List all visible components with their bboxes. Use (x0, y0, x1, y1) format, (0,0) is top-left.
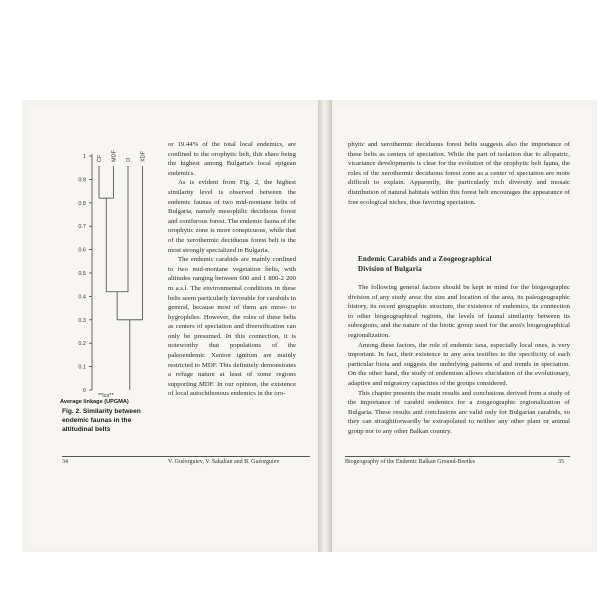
y-tick-label: 0.6 (78, 247, 86, 254)
y-tick-label: 0.5 (78, 271, 86, 277)
section-heading-line-1: Endemic Carabids and a Zoogeographical (358, 255, 492, 263)
leaf-label-cf: CF (97, 154, 103, 162)
right-paragraph-3: Among these factors, the role of endemic taxa, especially local ones, is very important. In fact, their existence in any area testifies to the specificity of each particular biota and suggests the underlying patterns of and trends in speciation. On the other hand, the study of endemism allows elucidation of the evolutionary, adaptive and migratory capacities of the groups considered. (348, 341, 570, 387)
section-heading (358, 254, 558, 274)
x-axis-label: Average linkage (UPGMA) (60, 399, 129, 405)
y-tick-label: 0.7 (78, 224, 86, 231)
y-tick-label: 0.3 (78, 317, 86, 324)
right-paragraph-1: phytic and xerothermic deciduous forest belts suggests also the importance of these belts as centers of speciation. While the part of isolation due to allopatric, vicariance developments is clear for the evolution of the orophytic belt fauna, the roles of the xerothermic deciduous forest zone as a center of speciation are more difficult to explain. Apparently, the particularly rich diversity and mosaic distribution of natural habitats within this forest belt encourages the appearance of free ecological niches, thus favoring speciation. (348, 141, 570, 206)
left-paragraph-1: or 19.44% of the total local endemics, are confined to the orophytic belt, this share being the highest among Bulgaria's local epigean endemics. (168, 141, 296, 177)
left-paragraph-3: The endemic carabids are mainly confined to two mid-montane vegetation belts, with altitudes ranging between 600 and 1 800-2 200 m a.s.l. The environmental conditions in these belts seem particularly favorable for carabids in general, because most of them are meso- to hygrophiles. However, the roles of these belts as centers of speciation and diversification can only be presumed. In this connection, it is noteworthy that populations of the paleoendemic Xenion ignitum are mainly restricted to MDF. This definitely demonstrates a refuge nature at least of some regions supporting MDF. In our opinion, the existence of local autochthonous endemics in the oro- (168, 256, 296, 398)
left-paragraph-2: As is evident from Fig. 2, the highest similarity level is observed between the endemic faunas of two mid-montane belts of Bulgaria, namely mesophilic deciduous forest and coniferous forest. The endemic fauna of the orophytic zone is more conspicuous, while that of the xerothermic deciduous forest belt is the most strongly specialized in Bulgaria. (168, 179, 297, 254)
leaf-label-o: O (126, 157, 132, 162)
right-text-bottom (348, 283, 570, 437)
right-footer-rule (345, 456, 570, 457)
left-running-footer: V. Guéorguiev, V. Sakalian and B. Guéorguiev (168, 459, 280, 465)
leaf-label-xdf: XDF (140, 151, 147, 162)
y-tick-label: 0.8 (78, 200, 86, 207)
right-paragraph-4: This chapter presents the main results and conclusions derived from a study of the importance of carabid endemics for a zoogeographic regionalization of Bulgaria. These results and conclusions are valid only for Bulgarian carabids, so they can straightforwardly be extrapolated to neither any other plant or animal group nor to any other Balkan country. (348, 389, 570, 435)
right-text-top (348, 140, 570, 207)
right-running-header: Biogeography of the Endemic Balkan Ground-Beetles (345, 459, 476, 465)
right-paragraph-2: The following general factors should be kept in mind for the biogeographic division of any study area: the size and location of the area, its paleogeographic history, its recent geographic structure, the existence of endemics, its connection to other biogeographical regions, the levels of faunal similarity between its subregions, and the nature of the biotic group used for the area's biogeographical regionalization. (348, 284, 570, 339)
x-axis-note: **Ics** (98, 393, 114, 399)
left-footer-rule (62, 456, 310, 457)
dendrogram-chart (50, 140, 150, 402)
y-tick-label: 0.2 (78, 341, 86, 348)
right-page-number: 35 (558, 459, 564, 465)
figure-caption: Fig. 2. Similarity between endemic faunas in the altitudinal belts (62, 408, 141, 433)
left-text-column (168, 140, 296, 399)
y-tick-label: 1 (82, 154, 86, 160)
y-tick-label: 0 (82, 388, 86, 394)
y-tick-label: 0.1 (78, 364, 86, 371)
left-page-number: 34 (62, 459, 68, 465)
y-tick-label: 0.9 (78, 177, 86, 184)
section-heading-line-2: Division of Bulgaria (358, 265, 422, 273)
y-tick-label: 0.4 (78, 294, 86, 301)
book-gutter (318, 100, 332, 552)
leaf-label-mdf: MDF (111, 150, 118, 162)
